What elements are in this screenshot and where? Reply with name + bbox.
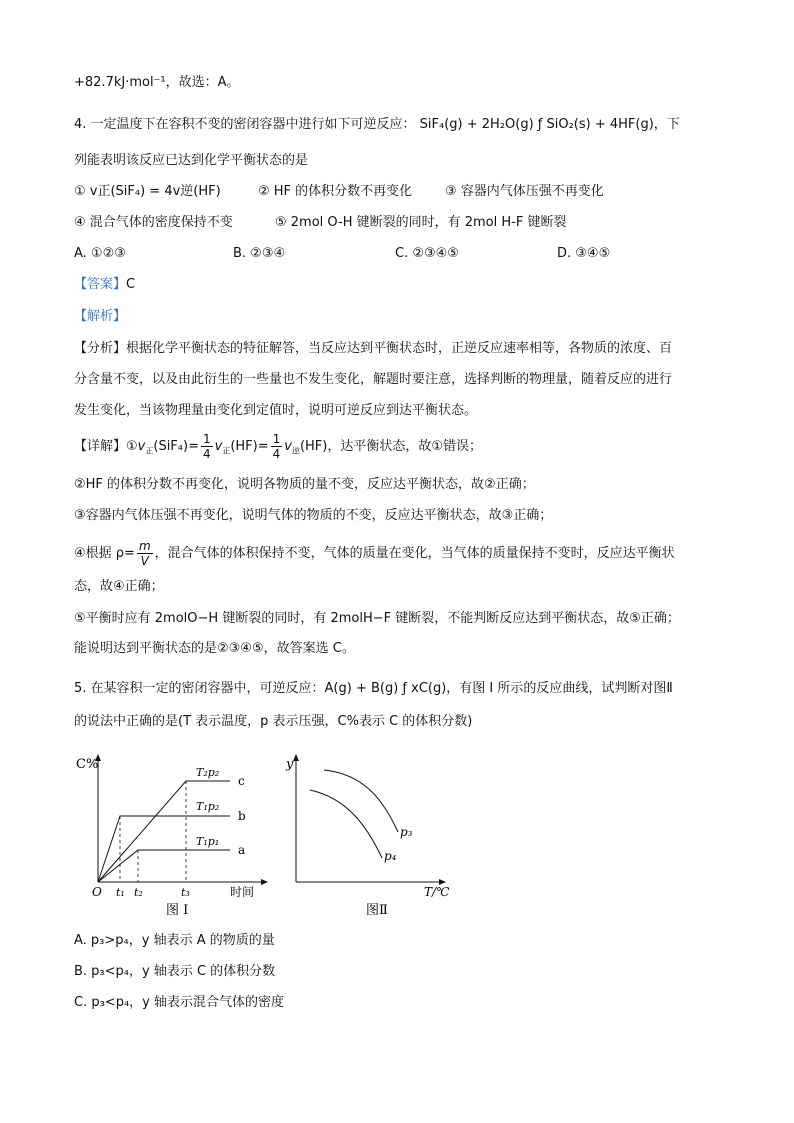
xiangjie-line-6: 能说明达到平衡状态的是②③④⑤，故答案选 C。 [74, 641, 355, 656]
fraction-denominator: 4 [202, 447, 211, 461]
fenxi-text-1: 根据化学平衡状态的特征解答，当反应达到平衡状态时，正逆反应速率相等，各物质的浓度、百 [126, 341, 673, 356]
xj1-sif4: (SiF₄)= [153, 439, 199, 454]
fenxi-label: 【分析】 [74, 341, 127, 356]
fig2-ylabel: y [286, 757, 294, 772]
xiangjie-line-1 [74, 431, 482, 468]
q5-option-a: A. p₃>p₄，y 轴表示 A 的物质的量 [74, 933, 275, 948]
q4-condition-1: ① v正(SiF₄) = 4v逆(HF) [74, 184, 221, 199]
fraction-numerator: 1 [272, 432, 281, 446]
answer-value: C [126, 277, 136, 292]
fig1-label-T1p2: T₁p₂ [196, 800, 220, 813]
q4-option-a: A. ①②③ [74, 246, 126, 261]
fenxi-line-1 [74, 340, 672, 358]
analysis-label [74, 308, 126, 326]
q4-condition-2: ② HF 的体积分数不再变化 [258, 184, 413, 199]
fig2-caption: 图Ⅱ [366, 903, 388, 918]
xiangjie-line-4 [74, 538, 675, 570]
prev-answer-tail: +82.7kJ·mol⁻¹，故选：A。 [74, 75, 240, 90]
xj4-prefix: ④根据 ρ= [74, 546, 135, 561]
xj1-v: ①v [126, 439, 146, 454]
fraction-v: V [140, 554, 149, 568]
fig1-c: c [238, 774, 245, 788]
q4-condition-5: ⑤ 2mol O-H 键断裂的同时，有 2mol H-F 键断裂 [275, 215, 567, 230]
fraction-numerator: 1 [202, 432, 211, 446]
answer-label: 【答案】 [74, 277, 127, 292]
xiangjie-line-4-cont: 态，故④正确； [74, 579, 164, 594]
q5-option-b: B. p₃<p₄，y 轴表示 C 的体积分数 [74, 964, 276, 979]
curve-p4 [310, 790, 382, 858]
analysis-heading: 【解析】 [74, 309, 127, 324]
fraction-quarter-1 [201, 432, 213, 461]
q4-option-d: D. ③④⑤ [557, 246, 611, 261]
q4-option-b: B. ②③④ [233, 246, 286, 261]
fenxi-line-2: 分含量不变，以及由此衍生的一些量也不发生变化，解题时要注意，选择判断的物理量，随着反应的进行 [74, 372, 673, 387]
figure-1 [74, 752, 274, 922]
xj1-v3: v [284, 439, 292, 454]
fig1-label-T2p2: T₂p₂ [196, 766, 220, 779]
xj1-v2: v [214, 439, 223, 454]
fig2-xlabel: T/℃ [424, 885, 450, 899]
curve-c [98, 781, 230, 882]
xiangjie-line-3: ③容器内气体压强不再变化，说明气体的物质的不变，反应达平衡状态，故③正确； [74, 508, 553, 523]
fig1-origin: O [92, 885, 102, 899]
q4-title: 4. 一定温度下在容积不变的密闭容器中进行如下可逆反应： SiF₄(g) + 2H₂O(g) ƒ SiO₂(s) + 4HF(g)，下 [74, 117, 680, 132]
fig2-label-p4: p₄ [384, 849, 397, 863]
xiangjie-line-5: ⑤平衡时应有 2molO−H 键断裂的同时，有 2molH−F 键断裂，不能判断反应达到平衡状态，故⑤正确； [74, 611, 680, 626]
xj1-conclusion: (HF)，达平衡状态，故①错误； [299, 439, 483, 454]
fig1-t3: t₃ [181, 886, 190, 899]
fig1-a: a [238, 843, 246, 857]
fraction-m: m [138, 539, 151, 553]
xj1-sub-zheng: 正 [145, 446, 154, 456]
figure-2 [282, 752, 482, 922]
q4-option-c: C. ②③④⑤ [395, 246, 459, 261]
fig1-ylabel: C% [76, 757, 99, 772]
xj1-sub-zheng2: 正 [222, 446, 231, 456]
fraction-denominator: 4 [272, 447, 281, 461]
q5-option-c: C. p₃<p₄，y 轴表示混合气体的密度 [74, 995, 284, 1010]
fig1-t2: t₂ [134, 886, 143, 899]
fig1-label-T1p1: T₁p₁ [196, 835, 220, 848]
fraction-quarter-2 [271, 432, 283, 461]
fig1-t1: t₁ [116, 886, 125, 899]
answer-line [74, 276, 135, 294]
q5-title-cont: 的说法中正确的是(T 表示温度，p 表示压强，C%表示 C 的体积分数) [74, 714, 473, 729]
xj1-sub-ni: 逆 [291, 446, 300, 456]
curve-b [98, 816, 230, 882]
xiangjie-label: 【详解】 [74, 439, 127, 454]
xj4-text: ，混合气体的体积保持不变，气体的质量在变化，当气体的质量保持不变时，反应达平衡状 [154, 546, 675, 561]
fig1-b: b [238, 809, 246, 823]
fig1-caption: 图 I [166, 903, 189, 918]
q5-title: 5. 在某容积一定的密闭容器中，可逆反应：A(g) + B(g) ƒ xC(g)，有图 I 所示的反应曲线，试判断对图Ⅱ [74, 681, 673, 696]
q4-condition-3: ③ 容器内气体压强不再变化 [445, 184, 604, 199]
xiangjie-line-2: ②HF 的体积分数不再变化，说明各物质的量不变，反应达平衡状态，故②正确； [74, 477, 535, 492]
fraction-m-over-v [137, 539, 153, 568]
xj1-hf: (HF)= [230, 439, 269, 454]
fenxi-line-3: 发生变化，当该物理量由变化到定值时，说明可逆反应到达平衡状态。 [74, 403, 478, 418]
q4-title-cont: 列能表明该反应已达到化学平衡状态的是 [74, 153, 309, 168]
fig2-label-p3: p₃ [400, 825, 413, 839]
fig1-xlabel: 时间 [230, 885, 255, 899]
curve-a [98, 850, 230, 882]
q4-condition-4: ④ 混合气体的密度保持不变 [74, 215, 233, 230]
